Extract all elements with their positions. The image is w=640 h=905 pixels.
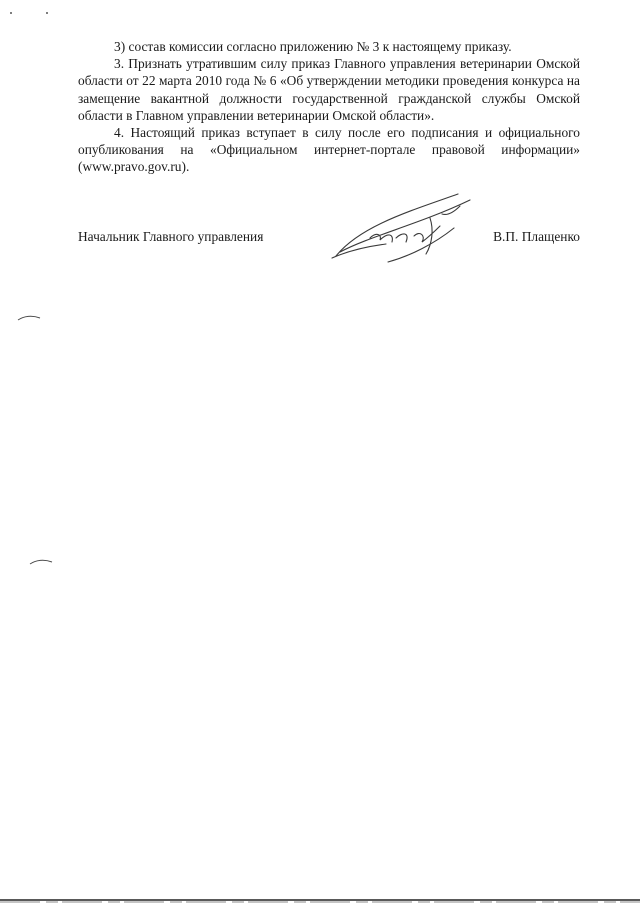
margin-mark xyxy=(16,312,42,324)
paragraph-commission: 3) состав комиссии согласно приложению № 3 к настоящему приказу. xyxy=(114,39,512,54)
scan-bottom-edge xyxy=(0,896,640,905)
scan-dot xyxy=(8,10,14,16)
handwritten-signature xyxy=(330,186,480,266)
scan-dot xyxy=(44,10,50,16)
signatory-title: Начальник Главного управления xyxy=(78,229,264,244)
signatory-name: В.П. Плащенко xyxy=(493,229,580,244)
order-text xyxy=(78,38,580,176)
signature-block xyxy=(78,228,580,248)
paragraph-repeal: 3. Признать утратившим силу приказ Главного управления ветеринарии Омской области от 22 марта 2010 года № 6 «Об утверждении методики проведения конкурса на замещение вакантной должности государственной гражданской службы Омской области в Главном управлении ветеринарии Омской области». xyxy=(78,56,580,123)
paragraph-effective: 4. Настоящий приказ вступает в силу после его подписания и официального опубликования на «Официальном интернет-портале правовой информации» (www.pravo.gov.ru). xyxy=(78,125,580,175)
margin-mark xyxy=(28,556,54,568)
